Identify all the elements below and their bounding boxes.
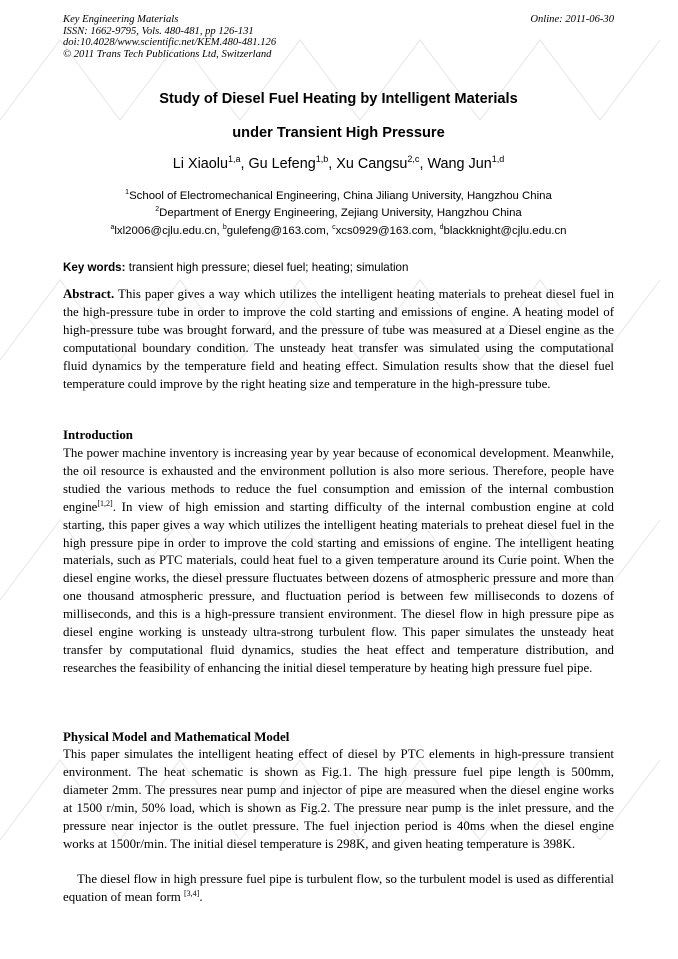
abstract <box>63 286 614 393</box>
email-link[interactable]: xcs0929@163.com, <box>335 225 440 237</box>
email-link[interactable]: gulefeng@163.com, <box>226 225 333 237</box>
section-heading-model: Physical Model and Mathematical Model <box>63 730 290 744</box>
citation[interactable]: [3,4] <box>184 888 200 898</box>
author-list <box>63 156 614 172</box>
journal-copyright: © 2011 Trans Tech Publications Ltd, Switzerland <box>63 48 272 60</box>
author: Gu Lefeng$^{1,b}$, <box>248 154 337 172</box>
journal-issn: ISSN: 1662-9795, Vols. 480-481, pp 126-131 <box>63 25 254 37</box>
keywords-label: Key words: <box>63 261 126 274</box>
journal-name: Key Engineering Materials <box>63 14 179 25</box>
email-link[interactable]: blackknight@cjlu.edu.cn <box>443 225 567 237</box>
author: Wang Jun$^{1,d}$ <box>427 154 505 172</box>
journal-doi: doi:10.4028/www.scientific.net/KEM.480-481.126 <box>63 37 277 49</box>
model-paragraph-1: This paper simulates the intelligent heating effect of diesel by PTC elements in high-pressure transient environment. The heat schematic is shown as Fig.1. The high pressure fuel pipe length is 500mm, diameter 2mm. The pressures near pump and injector of pipe are measured when the diesel engine works at 1500 r/min, 50% load, which is shown as Fig.2. The pressure near pump is the inlet pressure, and the pressure near injector is the outlet pressure. The fuel injection period is 40ms when the diesel engine works at 1500r/min. The initial diesel temperature is 298K, and given heating temperature is 398K. <box>63 747 614 851</box>
paper-title-line-2: under Transient High Pressure <box>232 125 445 141</box>
journal-header <box>63 14 614 60</box>
keywords-text: transient high pressure; diesel fuel; heating; simulation <box>125 261 409 274</box>
model-paragraph-2: The diesel flow in high pressure fuel pipe is turbulent flow, so the turbulent model is used as differential equation of mean form [3,4]. <box>63 872 614 904</box>
keywords <box>63 261 614 274</box>
introduction-paragraph: The power machine inventory is increasing year by year because of economical development. Meanwhile, the oil resource is exhausted and the environment pollution is also more serious. Therefore, people have studied the various methods to reduce the fuel consumption and emission of the internal combustion engine[1,2]. In view of high emission and starting difficulty of the internal combustion engine at cold starting, this paper gives a way which utilizes the intelligent heating materials to preheat diesel fuel in the high pressure pipe in order to improve the cold starting and emissions of engine. The intelligent heating materials, such as PTC materials, could heat fuel to a given temperature around its Curie point. When the diesel engine works, the diesel pressure fluctuates between dozens of atmospheric pressure and more than one thousand atmospheric pressure, and fluctuation period is between few milliseconds to dozens of milliseconds, and this is a high-pressure transient environment. The diesel flow in high pressure pipe as diesel engine working is unsteady ultra-strong turbulent flow. This paper simulates the unsteady heat transfer by computational fluid dynamics, studies the heat effect and temperature distribution, and researches the feasibility of enhancing the initial diesel temperature by heating high pressure fuel pipe. <box>63 446 614 675</box>
section-heading-introduction: Introduction <box>63 428 133 442</box>
email-link[interactable]: lxl2006@cjlu.edu.cn, <box>114 225 223 237</box>
abstract-text: This paper gives a way which utilizes the intelligent heating materials to preheat diesel fuel in the high-pressure tube in order to improve the cold starting and emissions of engine. A heating model of high-pressure tube was brought forward, and the pressure of tube was measured at a Diesel engine as the computational boundary condition. The unsteady heat transfer was simulated using the computational fluid dynamics by the temperature field and heating effect. Simulation results show that the diesel fuel temperature could improve by the right heating size and temperature in the high-pressure tube. <box>63 287 614 391</box>
author-emails: $^a$lxl2006@cjlu.edu.cn, $^b$gulefeng@163.com, $^c$xcs0929@163.com, $^d$blackknight@cjlu.edu.cn <box>110 224 567 237</box>
citation[interactable]: [1,2] <box>97 498 113 508</box>
online-date: Online: 2011-06-30 <box>530 14 614 25</box>
affiliation-1: $^1$School of Electromechanical Engineering, China Jiliang University, Hangzhou China <box>125 189 552 202</box>
paper-title-line-1: Study of Diesel Fuel Heating by Intelligent Materials <box>159 91 518 107</box>
author: Li Xiaolu$^{1,a}$, <box>172 154 249 172</box>
author: Xu Cangsu$^{2,c}$, <box>336 154 428 172</box>
abstract-label: Abstract. <box>63 287 115 301</box>
affiliation-2: $^2$Department of Energy Engineering, Zejiang University, Hangzhou China <box>155 206 522 219</box>
